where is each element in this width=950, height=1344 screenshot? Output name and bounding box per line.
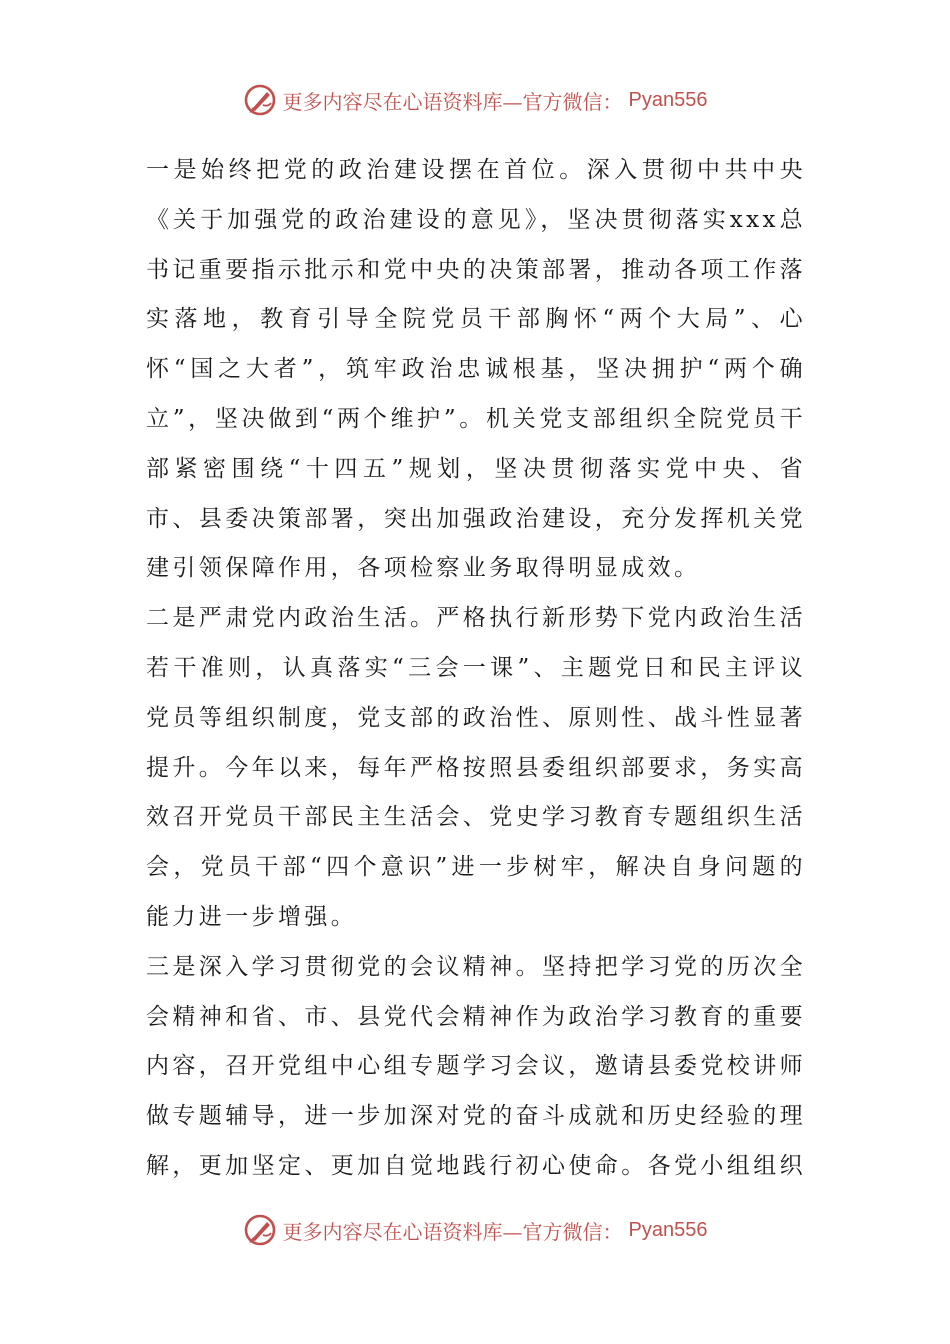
paragraph-3: 三是深入学习贯彻党的会议精神。坚持把学习党的历次全会精神和省、市、县党代会精神作为政治学习教育的重要内容，召开党组中心组专题学习会议，邀请县委党校讲师做专题辅导，进一步加深对党的奋斗成就和历史经验的理解，更加坚定、更加自觉地践行初心使命。各党小组组织	[146, 953, 806, 1179]
paragraph-1: 一是始终把党的政治建设摆在首位。深入贯彻中共中央《关于加强党的政治建设的意见》，坚决贯彻落实xxx总书记重要指示批示和党中央的决策部署，推动各项工作落实落地，教育引导全院党员干部胸怀“两个大局”、心怀“国之大者”，筑牢政治忠诚根基，坚决拥护“两个确立”，坚决做到“两个维护”。机关党支部组织全院党员干部紧密围绕“十四五”规划，坚决贯彻落实党中央、省市、县委决策部署，突出加强政治建设，充分发挥机关党建引领保障作用，各项检察业务取得明显成效。	[146, 157, 806, 582]
footer-brand-text: 更多内容尽在心语资料库—官方微信：	[282, 1219, 623, 1244]
footer-wechat-id: Pyan556	[628, 1218, 708, 1241]
header-brand-text: 更多内容尽在心语资料库—官方微信：	[282, 89, 623, 114]
header-watermark	[0, 78, 950, 122]
footer-watermark	[0, 1208, 950, 1252]
pen-logo-icon	[243, 1213, 277, 1247]
document-body	[146, 146, 806, 1192]
pen-logo-icon	[243, 83, 277, 117]
paragraph-2: 二是严肃党内政治生活。严格执行新形势下党内政治生活若干准则，认真落实“三会一课”、主题党日和民主评议党员等组织制度，党支部的政治性、原则性、战斗性显著提升。今年以来，每年严格按照县委组织部要求，务实高效召开党员干部民主生活会、党史学习教育专题组织生活会，党员干部“四个意识”进一步树牢，解决自身问题的能力进一步增强。	[146, 605, 806, 930]
header-wechat-id: Pyan556	[628, 88, 708, 111]
